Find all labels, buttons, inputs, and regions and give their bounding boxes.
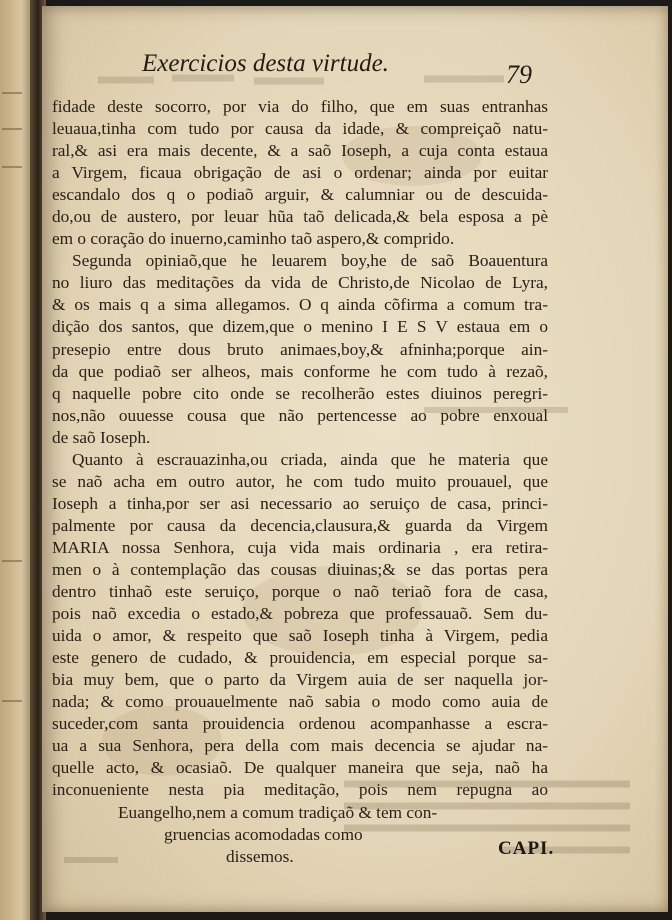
text-line: MARIA nossa Senhora, cuja vida mais ordinaria , era retira- (52, 537, 548, 557)
catchword: CAPI. (498, 838, 555, 859)
text-line: nada; & como prouauelmente naõ sabia o modo como auia de (52, 692, 548, 712)
text-line: ua a sua Senhora, pera della com mais decencia se ajudar na- (52, 736, 548, 756)
text-line: este genero de cudado, & prouidencia, em especial porque sa- (52, 648, 548, 668)
paragraph-start-line: Quanto à escrauazinha,ou criada, ainda que he materia que (72, 449, 548, 469)
running-head: Exercicios desta virtude. (142, 50, 389, 77)
text-line: palmente por causa da decencia,clausura,& guarda da Virgem (52, 515, 548, 535)
text-line: q naquelle pobre cito onde se recolherão estes diuinos peregri- (52, 383, 548, 403)
text-line: men o à contemplação das cousas diuinas;& se das portas pera (52, 559, 548, 579)
page-number: 79 (506, 60, 532, 89)
text-line: a Virgem, ficaua obrigação de asi o ordenar; ainda por euitar (52, 163, 548, 183)
text-line: escandalo dos q o podiaõ arguir, & calumniar ou de descuida- (52, 185, 548, 205)
text-line: dição dos santos, que dizem,que o menino I E S V estaua em o (52, 317, 548, 337)
text-line: & os mais q a sima allegamos. O q ainda cõfirma a comum tra- (52, 295, 548, 315)
text-line: presepio entre dous bruto animaes,boy,& afninha;porque ain- (52, 339, 548, 359)
text-line: nos,não ouuesse cousa que não pertencesse ao pobre enxoual (52, 405, 548, 425)
book-page (42, 6, 668, 912)
text-line: em o coração do inuerno,caminho taõ aspero,& comprido. (52, 229, 455, 249)
closing-line: dissemos. (226, 846, 294, 866)
text-line: fidade deste socorro, por via do filho, que em suas entranhas (52, 97, 548, 116)
text-line: dentro tinhaõ este seruiço, porque o naõ teriaõ fora de casa, (52, 582, 548, 602)
text-line: inconueniente nesta pia meditação, pois nem repugna ao (52, 780, 548, 800)
text-line: no liuro das meditações da vida de Christo,de Nicolao de Lyra, (52, 273, 548, 293)
text-line: ral,& asi era mais decente, & a saõ Ioseph, a cuja conta estaua (52, 141, 548, 161)
text-line: do,ou de austero, por leuar hũa taõ delicada,& bela esposa a pè (52, 207, 548, 227)
closing-line: Euangelho,nem a comum tradiçaõ & tem con- (118, 802, 438, 822)
body-text (52, 96, 548, 868)
closing-line: gruencias acomodadas como (164, 824, 363, 844)
text-line: pois naõ excedia o estado,& pobreza que professauaõ. Sem du- (52, 604, 548, 624)
text-line: se naõ acha em outro autor, he com tudo muito prouauel, que (52, 471, 548, 491)
text-line: quelle acto, & ocasiaõ. De qualquer maneira que seja, naõ ha (52, 758, 548, 778)
text-line: Ioseph a tinha,por ser asi necessario ao seruiço de casa, princi- (52, 493, 548, 513)
paragraph-start-line: Segunda opiniaõ,que he leuarem boy,he de saõ Boauentura (72, 251, 548, 271)
text-line: leuaua,tinha com tudo por causa da idade, & compreiçaõ natu- (52, 119, 548, 139)
text-line: bia muy bem, que o parto da Virgem auia de ser naquella jor- (52, 670, 548, 690)
text-line: uida o amor, & respeito que saõ Ioseph tinha à Virgem, pedia (52, 626, 548, 646)
text-line: da que podiaõ ser alheos, mais conforme he com tudo à rezaõ, (52, 361, 548, 381)
text-line: suceder,com santa prouidencia ordenou acompanhasse a escra- (52, 714, 548, 734)
text-line: de saõ Ioseph. (52, 427, 151, 447)
